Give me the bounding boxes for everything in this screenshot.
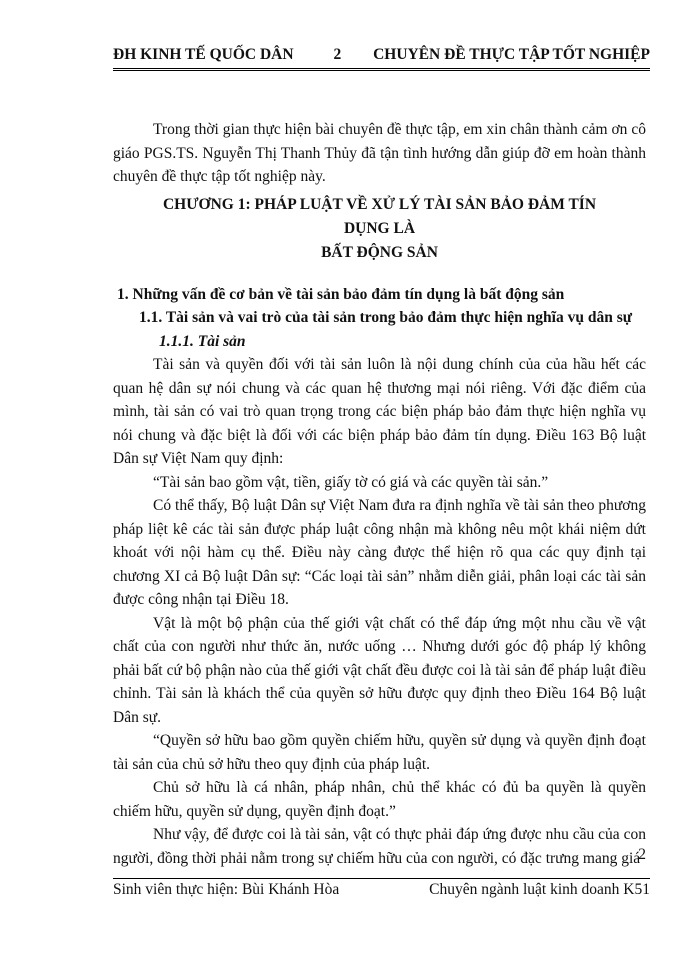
body-paragraph: “Quyền sở hữu bao gồm quyền chiếm hữu, quyền sử dụng và quyền định đoạt tài sản của chủ sở hữu theo quy định của pháp luật. bbox=[113, 732, 646, 773]
header-document-type: CHUYÊN ĐỀ THỰC TẬP TỐT NGHIỆP bbox=[373, 46, 650, 63]
chapter-title-line-2: BẤT ĐỘNG SẢN bbox=[321, 243, 438, 261]
page-footer bbox=[113, 878, 650, 899]
document-body bbox=[113, 118, 646, 870]
footer-student: Sinh viên thực hiện: Bùi Khánh Hòa bbox=[113, 881, 340, 898]
chapter-title-line-1: CHƯƠNG 1: PHÁP LUẬT VỀ XỬ LÝ TÀI SẢN BẢO ĐẢM TÍN DỤNG LÀ bbox=[162, 195, 597, 237]
body-paragraph: Vật là một bộ phận của thế giới vật chất có thể đáp ứng một nhu cầu về vật chất của con người như thức ăn, nước uống … Nhưng dưới góc độ pháp lý không phải bất cứ bộ phận nào của thế giới vật chất đều được coi là tài sản để pháp luật điều chỉnh. Tài sản là khách thể của quyền sở hữu được quy định theo Điều 164 Bộ luật Dân sự. bbox=[113, 614, 646, 726]
body-paragraph: “Tài sản bao gồm vật, tiền, giấy tờ có giá và các quyền tài sản.” bbox=[153, 473, 549, 491]
intro-paragraph: Trong thời gian thực hiện bài chuyên đề thực tập, em xin chân thành cảm ơn cô giáo PGS.TS. Nguyễn Thị Thanh Thủy đã tận tình hướng dẫn giúp đỡ em hoàn thành chuyên đề thực tập tốt nghiệp này. bbox=[113, 121, 646, 185]
footer-major: Chuyên ngành luật kinh doanh K51 bbox=[429, 881, 650, 898]
section-heading-1-1-1: 1.1.1. Tài sản bbox=[159, 332, 246, 350]
chapter-title bbox=[153, 193, 606, 265]
body-paragraph: Tài sản và quyền đối với tài sản luôn là nội dung chính của của hầu hết các quan hệ dân sự nói chung và các quan hệ thương mại nói riêng. Với đặc điểm của mình, tài sản có vai trò quan trọng trong các biện pháp bảo đảm thực hiện nghĩa vụ nói chung và đặc biệt là đối với các biện pháp bảo đảm tín dụng. Điều 163 Bộ luật Dân sự Việt Nam quy định: bbox=[113, 356, 646, 467]
section-heading-1-1: 1.1. Tài sản và vai trò của tài sản trong bảo đảm thực hiện nghĩa vụ dân sự bbox=[139, 309, 633, 326]
body-paragraph: Có thể thấy, Bộ luật Dân sự Việt Nam đưa ra định nghĩa về tài sản theo phương pháp liệt kê các tài sản được pháp luật công nhận mà không nêu một khái niệm dứt khoát với nội hàm cụ thể. Điều này càng được thể hiện rõ qua các quy định tại chương XI cả Bộ luật Dân sự: “Các loại tài sản” nhằm diễn giải, phân loại các tài sản được công nhận tại Điều 18. bbox=[113, 497, 646, 608]
body-paragraph: Chủ sở hữu là cá nhân, pháp nhân, chủ thể khác có đủ ba quyền là quyền chiếm hữu, quyền sử dụng, quyền định đoạt.” bbox=[113, 779, 646, 820]
section-heading-1: 1. Những vấn đề cơ bản về tài sản bảo đảm tín dụng là bất động sản bbox=[117, 285, 565, 303]
body-paragraph: Như vậy, để được coi là tài sản, vật có thực phải đáp ứng được nhu cầu của con người, đồng thời phải nằm trong sự chiếm hữu của con người, có đặc trưng mang giá bbox=[113, 826, 646, 867]
page-number: 2 bbox=[638, 846, 646, 863]
header-page-number: 2 bbox=[333, 46, 342, 63]
header-university: ĐH KINH TẾ QUỐC DÂN bbox=[113, 46, 294, 63]
page-header bbox=[113, 42, 650, 71]
